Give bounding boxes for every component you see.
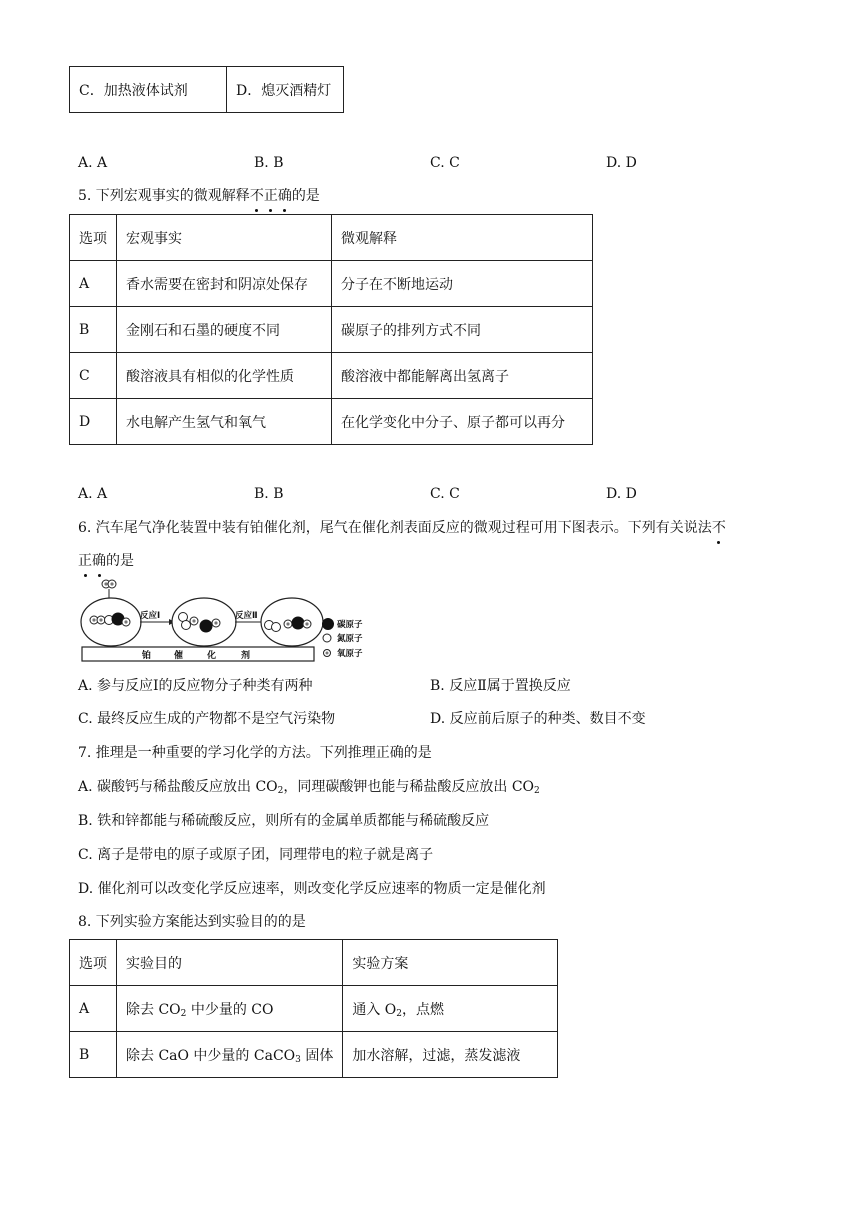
header-cell: 选项 bbox=[70, 215, 117, 261]
q7-option-c[interactable]: C. 离子是带电的原子或原子团，同理带电的粒子就是离子 bbox=[78, 847, 434, 863]
catalyst-char: 催 bbox=[174, 651, 184, 661]
q5-stem-suffix: 的是 bbox=[291, 188, 320, 204]
catalyst-char: 剂 bbox=[241, 651, 251, 661]
reaction-1-label: 反应Ⅰ bbox=[140, 611, 161, 621]
q7-option-a-text: A. 碳酸钙与稀盐酸反应放出 CO bbox=[78, 779, 278, 795]
table-row bbox=[70, 261, 593, 307]
table-cell: C bbox=[70, 353, 117, 399]
reaction-2-label: 反应Ⅱ bbox=[235, 611, 258, 621]
subscript: 2 bbox=[277, 786, 284, 796]
q5-option-a[interactable]: A. A bbox=[78, 486, 108, 502]
q4-option-c[interactable]: C. C bbox=[430, 155, 460, 171]
table-cell: A bbox=[70, 261, 117, 307]
table-cell: 水电解产生氢气和氧气 bbox=[117, 399, 332, 445]
table-cell: 金刚石和石墨的硬度不同 bbox=[117, 307, 332, 353]
q5-emph-char: 不 bbox=[249, 188, 264, 204]
q6-option-c[interactable]: C. 最终反应生成的产物都不是空气污染物 bbox=[78, 711, 336, 727]
q5-option-c[interactable]: C. C bbox=[430, 486, 460, 502]
catalyst-char: 铂 bbox=[142, 651, 152, 661]
table-row bbox=[70, 215, 593, 261]
table-cell: 碳原子的排列方式不同 bbox=[332, 307, 593, 353]
catalyst-char: 化 bbox=[207, 651, 217, 661]
q6-stem-line2 bbox=[78, 551, 134, 571]
q4-option-a[interactable]: A. A bbox=[78, 155, 108, 171]
table-cell: 酸溶液具有相似的化学性质 bbox=[117, 353, 332, 399]
q5-option-b[interactable]: B. B bbox=[254, 486, 284, 502]
q5-option-d[interactable]: D. D bbox=[606, 486, 637, 502]
table-row bbox=[70, 353, 593, 399]
subscript: 2 bbox=[534, 786, 540, 796]
header-cell: 实验目的 bbox=[117, 940, 343, 986]
q8-stem: 8. 下列实验方案能达到实验目的的是 bbox=[78, 914, 306, 930]
q8-table bbox=[69, 939, 558, 1078]
table-cell: 分子在不断地运动 bbox=[332, 261, 593, 307]
q7-stem: 7. 推理是一种重要的学习化学的方法。下列推理正确的是 bbox=[78, 745, 432, 761]
header-cell: 微观解释 bbox=[332, 215, 593, 261]
table-row bbox=[70, 307, 593, 353]
q6-stem-text: 6. 汽车尾气净化装置中装有铂催化剂，尾气在催化剂表面反应的微观过程可用下图表示。下列有关说法 bbox=[78, 520, 712, 536]
q5-table bbox=[69, 214, 593, 445]
table-cell: 在化学变化中分子、原子都可以再分 bbox=[332, 399, 593, 445]
table-cell: 香水需要在密封和阴凉处保存 bbox=[117, 261, 332, 307]
diagram-legend bbox=[322, 618, 363, 659]
cell-text: 固体 bbox=[300, 1047, 334, 1064]
catalyst-bar bbox=[82, 647, 314, 661]
table-cell bbox=[117, 1032, 343, 1078]
q6-emph-char: 不 bbox=[711, 520, 726, 536]
table-cell: 酸溶液中都能解离出氢离子 bbox=[332, 353, 593, 399]
q5-stem bbox=[78, 186, 320, 206]
table-row bbox=[70, 986, 558, 1032]
q6-emph-char: 正 bbox=[78, 553, 92, 569]
table-row bbox=[70, 940, 558, 986]
cell-text: 除去 CaO 中少量的 CaCO bbox=[126, 1047, 296, 1064]
cell-text: ，点燃 bbox=[402, 1001, 444, 1018]
cell-text: 除去 CO bbox=[126, 1001, 181, 1018]
q6-option-a[interactable]: A. 参与反应Ⅰ的反应物分子种类有两种 bbox=[78, 678, 313, 694]
table-cell: B bbox=[70, 1032, 117, 1078]
q5-stem-prefix: 5. 下列宏观事实的微观解释 bbox=[78, 188, 250, 204]
table-cell bbox=[343, 986, 558, 1032]
q4-options-table bbox=[69, 66, 344, 113]
header-cell: 宏观事实 bbox=[117, 215, 332, 261]
q6-emph-char: 确 bbox=[92, 553, 106, 569]
q7-option-d[interactable]: D. 催化剂可以改变化学反应速率，则改变化学反应速率的物质一定是催化剂 bbox=[78, 881, 546, 897]
header-cell: 选项 bbox=[70, 940, 117, 986]
table-cell bbox=[117, 986, 343, 1032]
q4-answer-options bbox=[78, 155, 778, 175]
subscript: 2 bbox=[180, 1008, 187, 1019]
legend-carbon: 碳原子 bbox=[337, 620, 363, 630]
table-cell: A bbox=[70, 986, 117, 1032]
q5-emph-char: 正 bbox=[263, 188, 278, 204]
cell-text: 通入 O bbox=[352, 1001, 397, 1018]
cell-text: 中少量的 CO bbox=[186, 1001, 274, 1018]
q4-cell-c: C．加热液体试剂 bbox=[70, 67, 227, 113]
subscript: 2 bbox=[396, 1008, 402, 1019]
table-cell: D bbox=[70, 399, 117, 445]
q7-option-b[interactable]: B. 铁和锌都能与稀硫酸反应，则所有的金属单质都能与稀硫酸反应 bbox=[78, 813, 490, 829]
catalyst-reaction-diagram bbox=[76, 576, 376, 668]
q5-emph-char: 确 bbox=[277, 188, 292, 204]
q6-stem-line1 bbox=[78, 518, 726, 538]
q7-option-a[interactable] bbox=[78, 777, 540, 801]
q4-option-b[interactable]: B. B bbox=[254, 155, 284, 171]
q6-option-b[interactable]: B. 反应Ⅱ属于置换反应 bbox=[430, 678, 571, 694]
legend-nitrogen: 氮原子 bbox=[337, 634, 363, 644]
q4-option-d[interactable]: D. D bbox=[606, 155, 637, 171]
table-cell: B bbox=[70, 307, 117, 353]
legend-oxygen: 氧原子 bbox=[337, 649, 363, 659]
q5-answer-options bbox=[78, 486, 778, 506]
q7-option-a-text: ，同理碳酸钾也能与稀盐酸反应放出 CO bbox=[283, 779, 535, 795]
q6-option-d[interactable]: D. 反应前后原子的种类、数目不变 bbox=[430, 711, 646, 727]
table-row bbox=[70, 399, 593, 445]
q6-stem-suffix: 的是 bbox=[106, 553, 134, 569]
header-cell: 实验方案 bbox=[343, 940, 558, 986]
subscript: 3 bbox=[295, 1054, 301, 1065]
table-row bbox=[70, 1032, 558, 1078]
q4-cell-d: D．熄灭酒精灯 bbox=[227, 67, 344, 113]
table-cell: 加水溶解，过滤，蒸发滤液 bbox=[343, 1032, 558, 1078]
